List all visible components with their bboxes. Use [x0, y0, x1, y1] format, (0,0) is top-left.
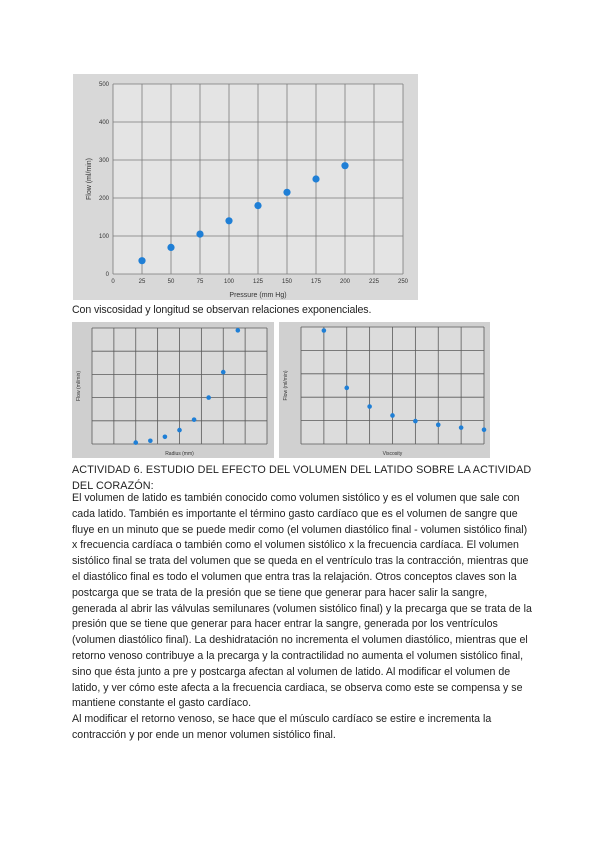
- data-point: [225, 217, 232, 224]
- paragraph-1: El volumen de latido es también conocido como volumen sistólico y es el volumen que sale con cada latido. También es importante el término gasto cardíaco que es el volumen de sangre que fluye en un minuto que se puede medir como (el volumen diastólico final - volumen sistólico final) x frecuencia cardíaca o también como el volumen sistólico x la frecuencia cardíaca. El volumen sistólico final se trata del volumen que se queda en el ventrículo tras la contracción, mientras que el diastólico final es todo el volumen que entra tras la relajación. Otros conceptos claves son la postcarga que se trata de la presión que se tiene que generar para hacer salir la sangre, generada al abrir las válvulas semilunares (volumen sistólico final) y la precarga que se trata de la presión que se tiene que generar para hacer entrar la sangre, generada por los ventrículos (volumen diastólico final). La deshidratación no incrementa el volumen diastólico, mientras que el retorno venoso contribuye a la precarga y la contractilidad no aumenta el volumen sistólico final, sino que ésta junto a pre y postcarga afectan al volumen de latido. Al modificar el volumen de latido, y ver cómo este afecta a la frecuencia cardiaca, se observa como este se compensa y se mantiene constante el gasto cardíaco.: [72, 492, 532, 710]
- data-point: [138, 257, 145, 264]
- x-tick-label: 25: [138, 279, 146, 285]
- data-point: [436, 423, 441, 428]
- data-point: [192, 417, 197, 422]
- data-point: [341, 162, 348, 169]
- y-axis-label: Flow (ml/min): [283, 370, 289, 401]
- x-tick-label: 250: [397, 279, 409, 285]
- x-tick-label: 150: [281, 279, 293, 285]
- x-axis-label: Viscosity: [382, 451, 403, 457]
- data-point: [283, 189, 290, 196]
- y-axis-label: Flow (ml/min): [86, 158, 93, 200]
- x-tick-label: 125: [252, 279, 264, 285]
- x-tick-label: 0: [111, 279, 115, 285]
- pressure-flow-chart-photo: [73, 74, 418, 300]
- x-tick-label: 200: [339, 279, 351, 285]
- data-point: [206, 395, 211, 400]
- y-tick-label: 500: [98, 82, 109, 88]
- activity-body: [72, 491, 534, 744]
- x-tick-label: 75: [196, 279, 204, 285]
- data-point: [163, 435, 168, 440]
- activity-heading: ACTIVIDAD 6. ESTUDIO DEL EFECTO DEL VOLUMEN DEL LATIDO SOBRE LA ACTIVIDAD DEL CORAZÓN:: [72, 464, 532, 492]
- data-point: [413, 419, 418, 424]
- chart-caption: Con viscosidad y longitud se observan relaciones exponenciales.: [72, 304, 372, 316]
- data-point: [312, 175, 319, 182]
- data-point: [196, 231, 203, 238]
- data-point: [367, 404, 372, 409]
- data-point: [482, 427, 487, 432]
- data-point: [148, 438, 153, 443]
- data-point: [322, 328, 327, 333]
- data-point: [236, 328, 241, 333]
- data-point: [254, 202, 261, 209]
- y-tick-label: 0: [105, 272, 109, 278]
- data-point: [390, 413, 395, 418]
- data-point: [133, 440, 138, 445]
- viscosity-flow-chart: [279, 322, 490, 458]
- x-tick-label: 225: [368, 279, 380, 285]
- y-tick-label: 300: [98, 158, 109, 164]
- x-axis-label: Pressure (mm Hg): [229, 292, 287, 299]
- data-point: [177, 428, 182, 433]
- y-tick-label: 400: [98, 120, 109, 126]
- pressure-flow-chart: [73, 74, 418, 300]
- data-point: [167, 244, 174, 251]
- x-tick-label: 175: [310, 279, 322, 285]
- y-tick-label: 100: [98, 234, 109, 240]
- x-tick-label: 50: [167, 279, 175, 285]
- data-point: [344, 386, 349, 391]
- x-axis-label: Radius (mm): [165, 451, 194, 457]
- y-tick-label: 200: [98, 196, 109, 202]
- x-tick-label: 100: [223, 279, 235, 285]
- paragraph-2: Al modificar el retorno venoso, se hace que el músculo cardíaco se estire e incrementa la contracción y por ende un menor volumen sistólico final.: [72, 713, 492, 741]
- viscosity-flow-chart-photo: [279, 322, 490, 458]
- radius-flow-chart-photo: [72, 322, 274, 458]
- y-axis-label: Flow (ml/min): [76, 371, 82, 401]
- radius-flow-chart: [72, 322, 274, 458]
- data-point: [221, 370, 226, 375]
- data-point: [459, 425, 464, 430]
